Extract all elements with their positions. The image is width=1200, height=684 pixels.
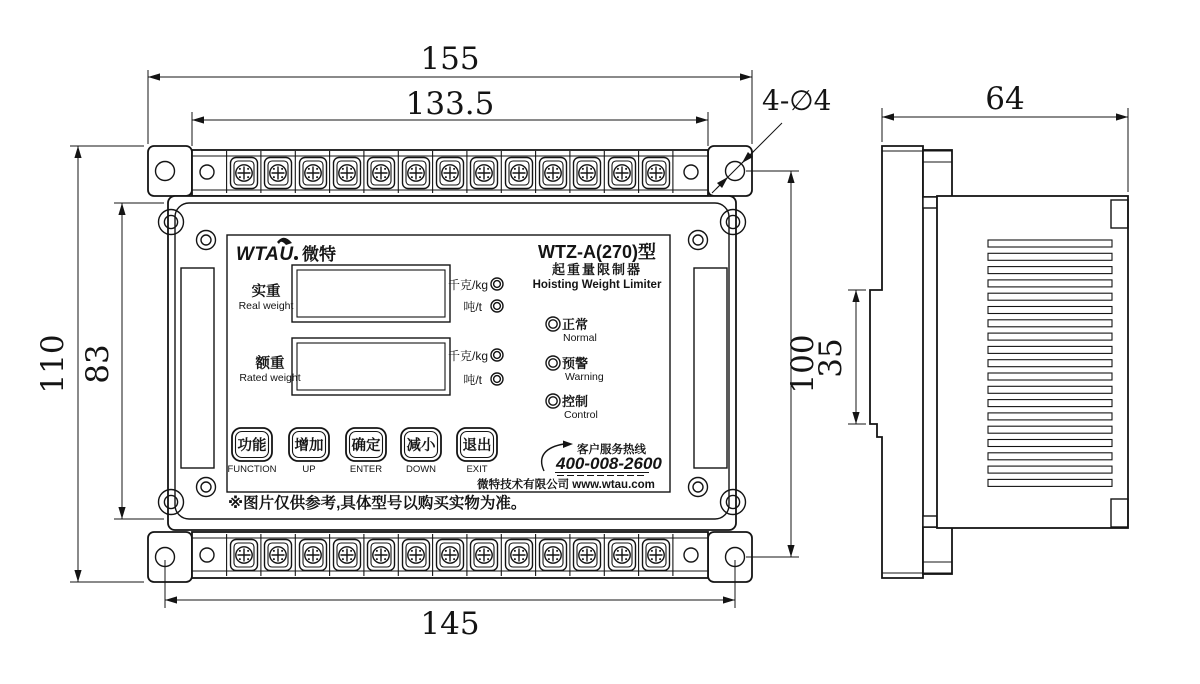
side-body (937, 196, 1128, 528)
indicator-control-cn: 控制 (562, 394, 589, 409)
dimension-133-5 (192, 86, 708, 146)
disclaimer-note: ※图片仅供参考,具体型号以购买实物为准。 (228, 495, 527, 512)
hook-block-top (923, 150, 952, 197)
hotline-number: 400-008-2600 (556, 454, 662, 473)
button-exit-en: EXIT (466, 464, 488, 475)
indicator-warning-cn: 预警 (562, 356, 589, 371)
indicator-warning-en: Warning (565, 371, 604, 383)
din-mount-plate (870, 146, 923, 578)
button-enter-en: ENTER (349, 464, 383, 475)
hook-block-bottom (923, 527, 952, 574)
dim-155-text: 155 (420, 41, 480, 77)
real-weight-label-cn: 实重 (251, 284, 281, 300)
button-function-cn: 功能 (237, 438, 267, 454)
dim-110-text: 110 (35, 334, 71, 394)
rated-weight-label-cn: 额重 (255, 356, 285, 372)
unit-kg-label-2: 千克/kg (447, 349, 488, 363)
dim-100-text: 100 (785, 334, 821, 394)
button-function (227, 428, 276, 475)
unit-t-label-1: 吨/t (463, 300, 482, 314)
dim-hole-callout-text: 4-∅4 (762, 84, 832, 117)
dim-35-text: 35 (813, 338, 849, 378)
real-weight-label-en: Real weight (238, 300, 294, 312)
button-enter-cn: 确定 (351, 438, 381, 454)
brand-logo-text: WTAU (236, 244, 294, 265)
logo-dot-icon (294, 256, 298, 260)
dimension-35 (813, 290, 866, 424)
button-exit-cn: 退出 (462, 438, 492, 454)
hotline-label: 客户服务热线 (577, 444, 646, 456)
button-enter (346, 428, 386, 475)
dim-133-5-text: 133.5 (405, 86, 495, 122)
device-name-cn: 起重量限制器 (551, 262, 643, 277)
dimension-83 (80, 203, 164, 519)
button-up-en: UP (302, 464, 316, 475)
device-name-en: Hoisting Weight Limiter (532, 279, 662, 291)
indicator-control-en: Control (564, 409, 598, 421)
terminal-strip-top (192, 150, 708, 196)
model-number: WTZ-A(270)型 (538, 242, 656, 262)
dim-145-text: 145 (420, 606, 480, 642)
button-down (401, 428, 441, 475)
button-down-cn: 减小 (406, 438, 436, 454)
dim-64-text: 64 (985, 81, 1025, 117)
indicator-normal-en: Normal (563, 332, 597, 344)
button-function-en: FUNCTION (227, 464, 277, 475)
dim-83-text: 83 (80, 344, 116, 384)
button-up-cn: 增加 (294, 438, 324, 454)
terminal-strip-bottom (192, 532, 708, 578)
front-view (148, 146, 752, 582)
brand-logo-cn: 微特 (302, 245, 336, 264)
unit-kg-label-1: 千克/kg (447, 278, 488, 292)
side-view (870, 146, 1128, 578)
company-line: 微特技术有限公司 www.wtau.com (477, 479, 655, 491)
dimension-100 (746, 171, 821, 557)
indicator-normal-cn: 正常 (562, 317, 589, 332)
unit-t-label-2: 吨/t (463, 373, 482, 387)
button-down-en: DOWN (405, 464, 437, 475)
rated-weight-label-en: Rated weight (239, 372, 301, 384)
